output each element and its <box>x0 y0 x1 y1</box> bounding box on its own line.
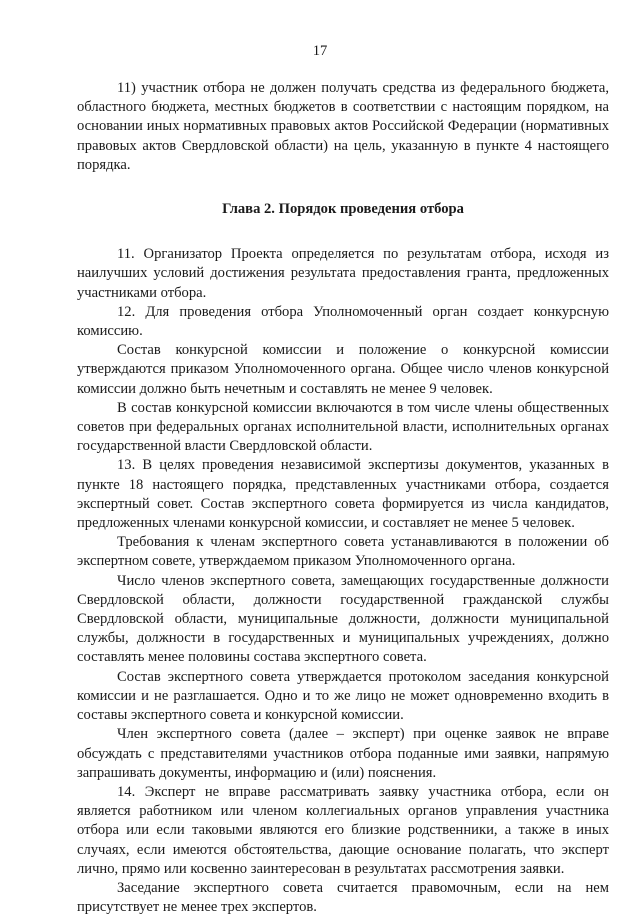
paragraph: Состав экспертного совета утверждается протоколом заседания конкурсной комиссии и не разглашается. Одно и то же лицо не может одновременно входить в составы экспертного совета и конкурсной комиссии. <box>77 668 609 724</box>
document-body <box>77 79 609 917</box>
chapter-heading: Глава 2. Порядок проведения отбора <box>222 201 464 218</box>
paragraph: 13. В целях проведения независимой экспертизы документов, указанных в пункте 18 настоящего порядка, представленных участниками отбора, создается экспертный совет. Состав экспертного совета формируется из числа кандидатов, предложенных членами конкурсной комиссии, и составляет не менее 5 человек. <box>77 457 609 532</box>
paragraph: 14. Эксперт не вправе рассматривать заявку участника отбора, если он является работником или членом коллегиальных органов управления участника отбора или если таковыми являются его близкие родственники, а также в иных случаях, если имеются обстоятельства, дающие основание полагать, что эксперт лично, прямо или косвенно заинтересован в результатах рассмотрения заявки. <box>77 783 609 877</box>
paragraph: 11) участник отбора не должен получать средства из федерального бюджета, областного бюджета, местных бюджетов в соответствии с настоящим порядком, на основании иных нормативных правовых актов Российской Федерации (нормативных правовых актов Свердловской области) на цель, указанную в пункте 4 настоящего порядка. <box>77 80 609 173</box>
paragraph: Требования к членам экспертного совета устанавливаются в положении об экспертном совете, утверждаемом приказом Уполномоченного органа. <box>77 534 609 570</box>
paragraph: Число членов экспертного совета, замещающих государственные должности Свердловской области, должности государственной гражданской службы Свердловской области, муниципальные должности, должности муниципальной службы, должности в государственных и муниципальных учреждениях, должно составлять менее половины состава экспертного совета. <box>77 572 609 666</box>
paragraph: 12. Для проведения отбора Уполномоченный орган создает конкурсную комиссию. <box>77 303 609 340</box>
paragraph: 11. Организатор Проекта определяется по результатам отбора, исходя из наилучших условий достижения результата предоставления гранта, предложенных участниками отбора. <box>77 246 609 301</box>
paragraph: Состав конкурсной комиссии и положение о конкурсной комиссии утверждаются приказом Уполномоченного органа. Общее число членов конкурсной комиссии должно быть нечетным и составлять не менее 9 человек. <box>77 342 609 397</box>
page-number: 17 <box>312 43 328 59</box>
paragraph: В состав конкурсной комиссии включаются в том числе члены общественных советов при федеральных органах исполнительной власти, исполнительных органах государственной власти Свердловской области. <box>77 399 609 455</box>
paragraph: Член экспертного совета (далее – эксперт) при оценке заявок не вправе обсуждать с представителями участников отбора поданные ими заявки, напрямую запрашивать документы, информацию и (или) пояснения. <box>77 726 609 781</box>
paragraph: Заседание экспертного совета считается правомочным, если на нем присутствует не менее трех экспертов. <box>77 879 609 916</box>
